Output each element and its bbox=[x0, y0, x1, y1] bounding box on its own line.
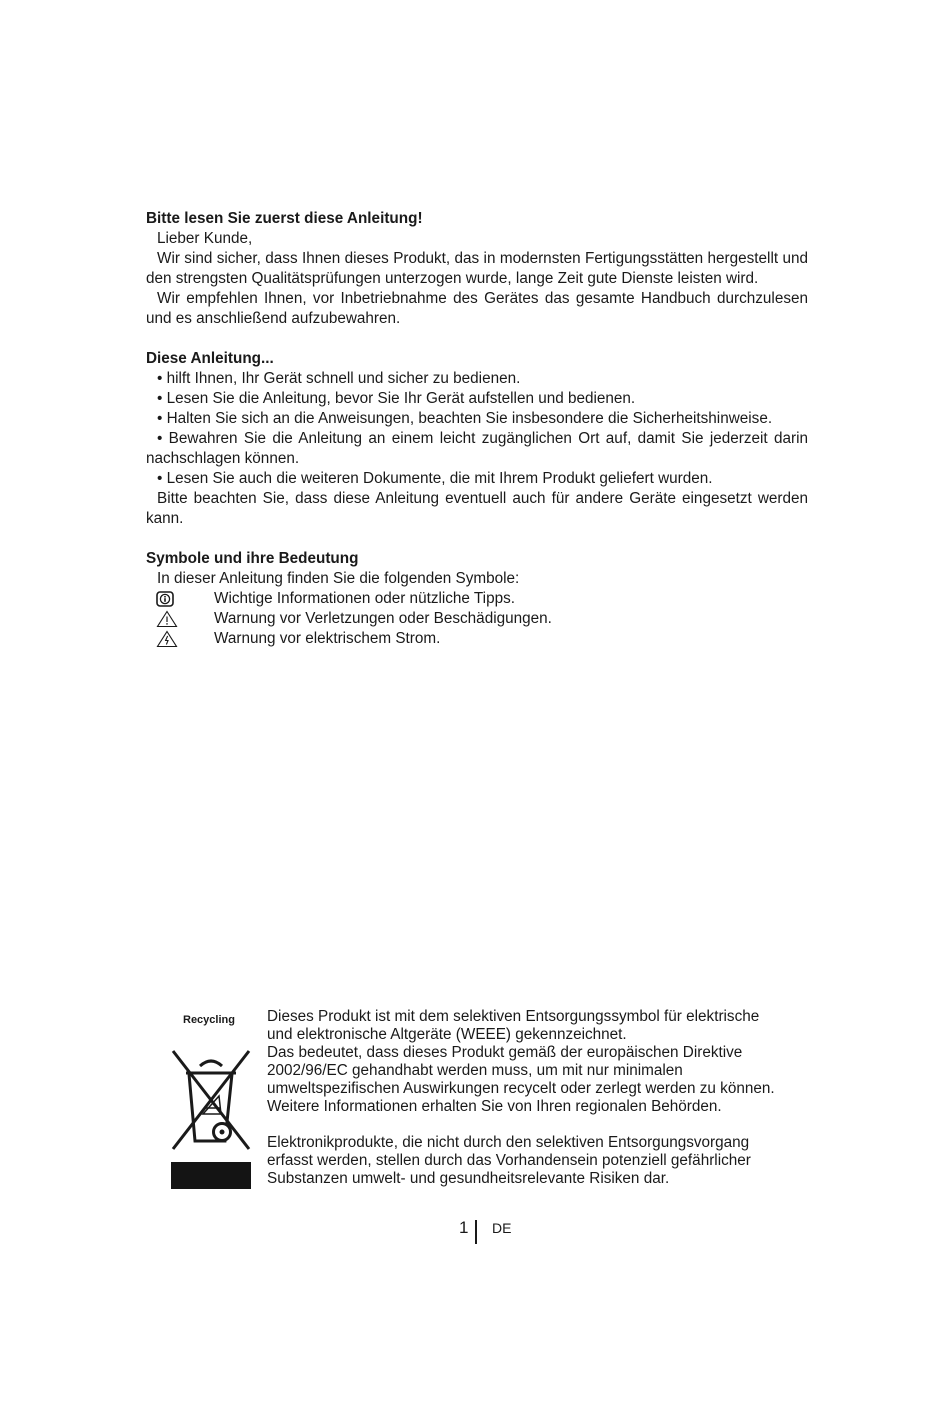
guide-note: Bitte beachten Sie, dass diese Anleitung eventuell auch für andere Geräte eingesetzt werden kann. bbox=[146, 490, 808, 527]
document-body bbox=[146, 209, 808, 649]
recycling-line: umweltspezifischen Auswirkungen recycelt oder zerlegt werden zu können. bbox=[267, 1080, 775, 1097]
language-code: DE bbox=[492, 1220, 512, 1236]
footer-divider bbox=[475, 1220, 477, 1244]
guide-bullet: • Halten Sie sich an die Anweisungen, beachten Sie insbesondere die Sicherheitshinweise. bbox=[157, 410, 773, 427]
symbol-row-electric bbox=[146, 629, 808, 649]
weee-black-bar bbox=[171, 1162, 251, 1189]
crossed-bin-icon bbox=[170, 1046, 252, 1158]
guide-heading: Diese Anleitung... bbox=[146, 350, 274, 367]
greeting: Lieber Kunde, bbox=[157, 230, 253, 247]
guide-bullet: • Lesen Sie die Anleitung, bevor Sie Ihr Gerät aufstellen und bedienen. bbox=[157, 390, 636, 407]
recycling-label: Recycling bbox=[183, 1014, 235, 1026]
recycling-line: Substanzen umwelt- und gesundheitsrelevante Risiken dar. bbox=[267, 1170, 670, 1187]
guide-bullet: • hilft Ihnen, Ihr Gerät schnell und sicher zu bedienen. bbox=[157, 370, 521, 387]
symbol-text-electric: Warnung vor elektrischem Strom. bbox=[214, 630, 441, 647]
symbol-row-info bbox=[146, 589, 808, 609]
electric-warning-icon bbox=[146, 629, 214, 649]
recycling-line: und elektronische Altgeräte (WEEE) gekennzeichnet. bbox=[267, 1026, 627, 1043]
intro-paragraph-2: Wir empfehlen Ihnen, vor Inbetriebnahme des Gerätes das gesamte Handbuch durchzulesen und es anschließend aufzubewahren. bbox=[146, 290, 808, 327]
symbols-intro: In dieser Anleitung finden Sie die folgenden Symbole: bbox=[157, 570, 520, 587]
page-footer bbox=[0, 1216, 950, 1246]
recycling-line: erfasst werden, stellen durch das Vorhandensein potenziell gefährlicher bbox=[267, 1152, 751, 1169]
recycling-line: 2002/96/EC gehandhabt werden muss, um mit nur minimalen bbox=[267, 1062, 683, 1079]
symbol-text-info: Wichtige Informationen oder nützliche Tipps. bbox=[214, 590, 515, 607]
symbols-heading: Symbole und ihre Bedeutung bbox=[146, 550, 359, 567]
recycling-line: Elektronikprodukte, die nicht durch den selektiven Entsorgungsvorgang bbox=[267, 1134, 750, 1151]
recycling-line: Weitere Informationen erhalten Sie von Ihren regionalen Behörden. bbox=[267, 1098, 722, 1115]
page-number: 1 bbox=[459, 1218, 469, 1237]
guide-bullet: • Bewahren Sie die Anleitung an einem leicht zugänglichen Ort auf, damit Sie jederzeit darin nachschlagen können. bbox=[146, 430, 808, 467]
symbol-text-warning: Warnung vor Verletzungen oder Beschädigungen. bbox=[214, 610, 552, 627]
info-icon bbox=[146, 589, 214, 609]
warning-icon bbox=[146, 609, 214, 629]
recycling-line: Das bedeutet, dass dieses Produkt gemäß der europäischen Direktive bbox=[267, 1044, 743, 1061]
guide-bullet: • Lesen Sie auch die weiteren Dokumente, die mit Ihrem Produkt geliefert wurden. bbox=[157, 470, 713, 487]
intro-paragraph-1: Wir sind sicher, dass Ihnen dieses Produkt, das in modernsten Fertigungsstätten hergestellt und den strengsten Qualitätsprüfungen unterzogen wurde, lange Zeit gute Dienste leisten wird. bbox=[146, 250, 808, 287]
intro-heading: Bitte lesen Sie zuerst diese Anleitung! bbox=[146, 210, 423, 227]
recycling-text bbox=[267, 1008, 777, 1188]
symbol-row-warning bbox=[146, 609, 808, 629]
recycling-line: Dieses Produkt ist mit dem selektiven Entsorgungssymbol für elektrische bbox=[267, 1008, 760, 1025]
